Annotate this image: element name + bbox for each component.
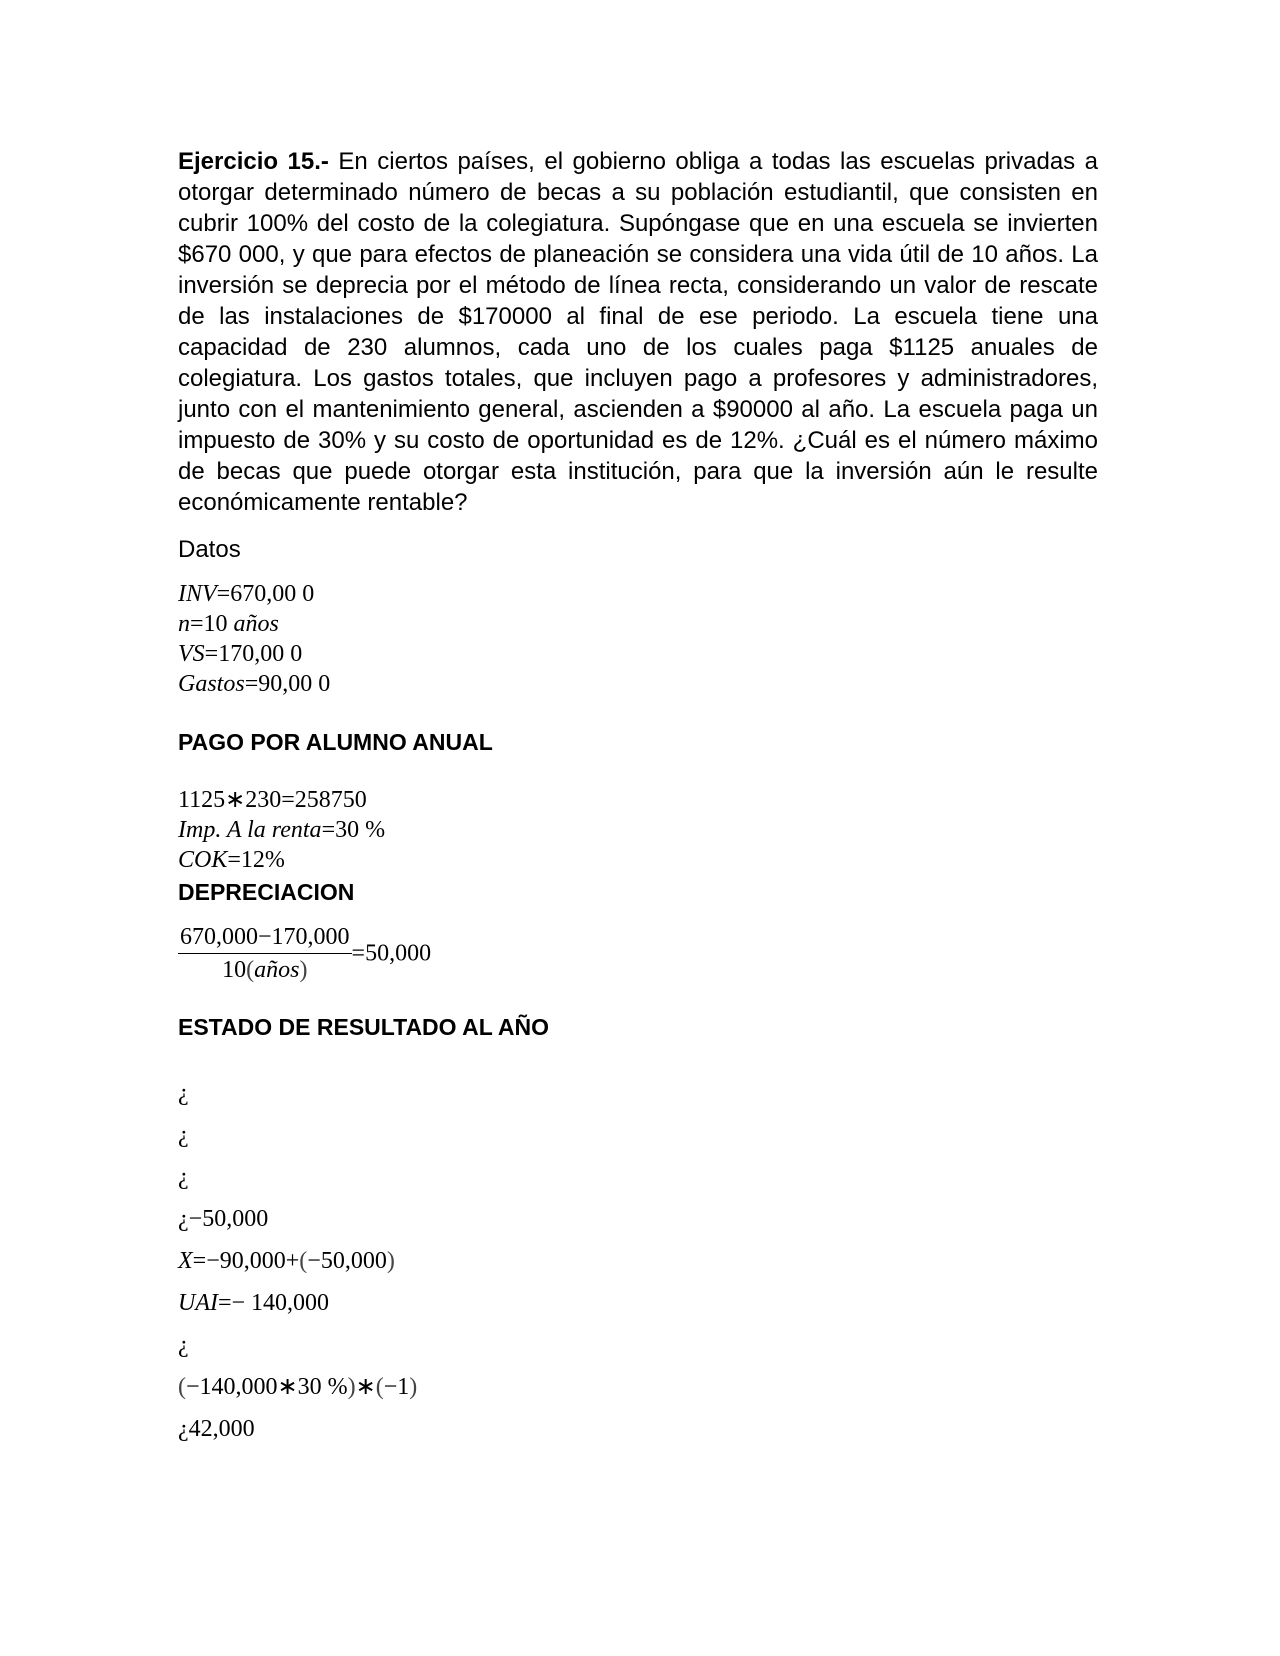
cok-var: COK [178, 847, 228, 873]
datos-n: n=10 años [178, 611, 279, 637]
estado-x-line: X=−90,000+(−50,000) [178, 1248, 395, 1274]
estado-line-4: ¿−50,000 [178, 1206, 269, 1232]
datos-gastos: Gastos=90,00 0 [178, 671, 331, 697]
fraction-denominator: 10(años) [222, 957, 308, 983]
estado-line-5: ¿ [178, 1332, 189, 1358]
imp-line [178, 815, 1098, 845]
imp-var: Imp. A la renta [178, 817, 322, 843]
vs-value: 170,00 0 [218, 641, 303, 667]
uai-value: =− 140,000 [217, 1290, 330, 1316]
n-unit: años [233, 611, 279, 637]
uai-var: UAI [178, 1290, 218, 1316]
depreciacion-formula [178, 923, 1098, 984]
inv-value: 670,00 0 [230, 581, 315, 607]
inv-var: INV [178, 581, 217, 607]
x-var: X [178, 1248, 193, 1274]
depreciacion-fraction [178, 923, 352, 984]
gastos-var: Gastos [178, 671, 245, 697]
exercise-statement: En ciertos países, el gobierno obliga a todas las escuelas privadas a otorgar determinado número de becas a su población estudiantil, que consisten en cubrir 100% del costo de la colegiatura. Supóngase que en una escuela se invierten $670 000, y que para efectos de planeación se considera una vida útil de 10 años. La inversión se deprecia por el método de línea recta, considerando un valor de rescate de las instalaciones de $170000 al final de ese periodo. La escuela tiene una capacidad de 230 alumnos, cada uno de los cuales paga $1125 anuales de colegiatura. Los gastos totales, que incluyen pago a profesores y administradores, junto con el mantenimiento general, ascienden a $90000 al año. La escuela paga un impuesto de 30% y su costo de oportunidad es de 12%. ¿Cuál es el número máximo de becas que puede otorgar esta institución, para que la inversión aún le resulte económicamente rentable? [178, 148, 1099, 516]
gastos-value: 90,00 0 [258, 671, 331, 697]
exercise-title: Ejercicio 15.- [178, 148, 329, 175]
cok-line [178, 845, 1098, 875]
estado-uai-line [178, 1282, 1098, 1324]
denominator-unit: años [254, 957, 300, 983]
estado-line-1: ¿ [178, 1080, 189, 1106]
estado-line-3: ¿ [178, 1164, 189, 1190]
datos-label: Datos [178, 536, 241, 563]
estado-block [178, 1072, 1098, 1450]
datos-inv: INV=670,00 0 [178, 581, 315, 607]
fraction-numerator: 670,000−170,000 [178, 923, 352, 954]
pago-block [178, 785, 1098, 875]
estado-heading: ESTADO DE RESULTADO AL AÑO [178, 1014, 549, 1040]
depreciacion-heading: DEPRECIACION [178, 879, 355, 905]
cok-value: =12% [227, 847, 285, 873]
exercise-paragraph [178, 146, 1098, 518]
imp-value: =30 % [321, 817, 386, 843]
datos-block [178, 579, 1098, 699]
depreciacion-result: =50,000 [351, 940, 432, 967]
estado-last-line: ¿42,000 [178, 1416, 255, 1442]
datos-vs: VS=170,00 0 [178, 641, 303, 667]
estado-tax-line: (−140,000∗30 %)∗(−1) [178, 1374, 418, 1400]
pago-line: 1125∗230=258750 [178, 787, 367, 813]
n-value: 10 [203, 611, 234, 637]
estado-line-2: ¿ [178, 1122, 189, 1148]
document-page [178, 146, 1098, 1450]
vs-var: VS [178, 641, 205, 667]
n-var: n [178, 611, 190, 637]
pago-heading: PAGO POR ALUMNO ANUAL [178, 729, 493, 755]
